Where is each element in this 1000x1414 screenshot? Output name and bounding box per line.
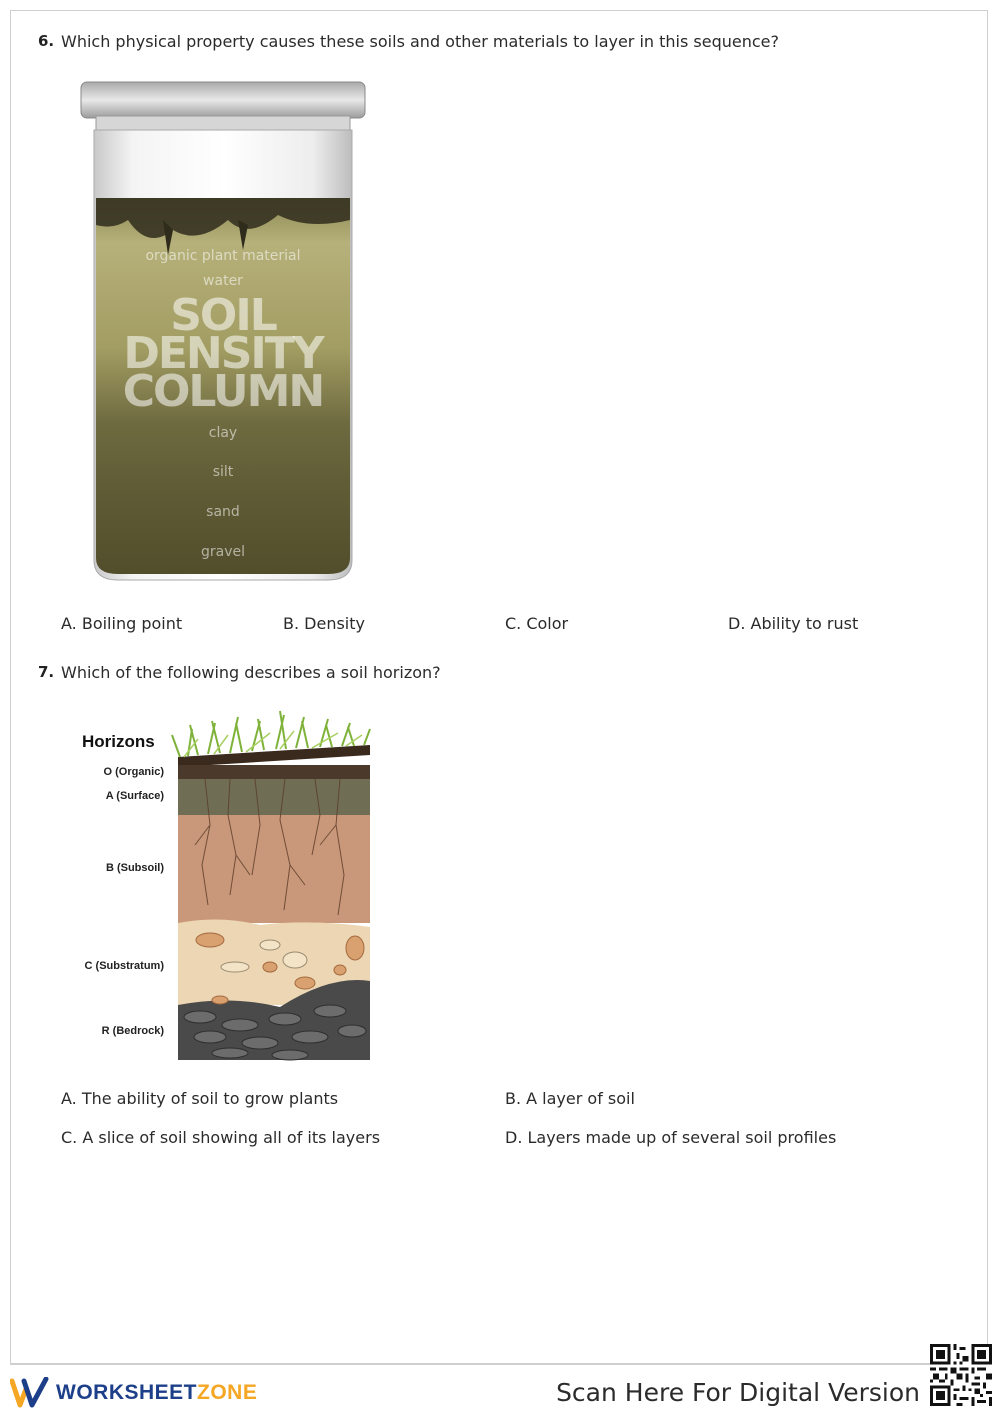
horizon-label-o: O (Organic): [103, 766, 164, 778]
soil-horizons-diagram: [80, 705, 380, 1065]
horizon-label-r: R (Bedrock): [101, 1025, 164, 1037]
brand-name: [56, 1381, 257, 1405]
footer-divider: [10, 1364, 988, 1365]
q7-option-a[interactable]: A. The ability of soil to grow plants: [61, 1089, 339, 1108]
silt-label: silt: [212, 464, 234, 480]
q6-option-a[interactable]: A. Boiling point: [61, 614, 183, 633]
horizon-label-c: C (Substratum): [84, 960, 164, 972]
jar-title-line-2: DENSITY: [123, 328, 323, 379]
horizon-label-a: A (Surface): [105, 790, 164, 802]
water-label: water: [203, 273, 243, 289]
clay-label: clay: [208, 425, 238, 441]
horizons-title: Horizons: [82, 732, 155, 751]
q7-option-c[interactable]: C. A slice of soil showing all of its layers: [61, 1128, 381, 1147]
question-6-number: 6.: [38, 32, 55, 50]
question-7-number: 7.: [38, 663, 55, 681]
q6-option-c[interactable]: C. Color: [505, 614, 569, 633]
q6-option-d[interactable]: D. Ability to rust: [728, 614, 859, 633]
q7-option-b[interactable]: B. A layer of soil: [505, 1089, 635, 1108]
gravel-label: gravel: [200, 544, 245, 560]
q7-option-d[interactable]: D. Layers made up of several soil profiles: [505, 1128, 837, 1147]
worksheetzone-logo[interactable]: [10, 1376, 257, 1410]
jar-title-line-1: SOIL: [170, 290, 276, 341]
brand-name-part-1: WORKSHEET: [56, 1381, 197, 1404]
worksheetzone-w-icon: [10, 1377, 50, 1409]
soil-density-column-image: [78, 80, 368, 585]
soil-profile-illustration: [80, 705, 380, 1065]
question-6-text: Which physical property causes these soils and other materials to layer in this sequence?: [61, 32, 780, 51]
sand-label: sand: [206, 504, 240, 520]
question-7-text: Which of the following describes a soil horizon?: [61, 663, 441, 682]
horizon-label-b: B (Subsoil): [105, 862, 164, 874]
organic-plant-material-label: organic plant material: [145, 248, 301, 264]
jar-title-line-3: COLUMN: [122, 366, 324, 417]
qr-code-icon[interactable]: [930, 1344, 992, 1406]
brand-name-part-2: ZONE: [197, 1381, 258, 1404]
q6-option-b[interactable]: B. Density: [283, 614, 365, 633]
scan-here-text: Scan Here For Digital Version: [556, 1378, 920, 1407]
